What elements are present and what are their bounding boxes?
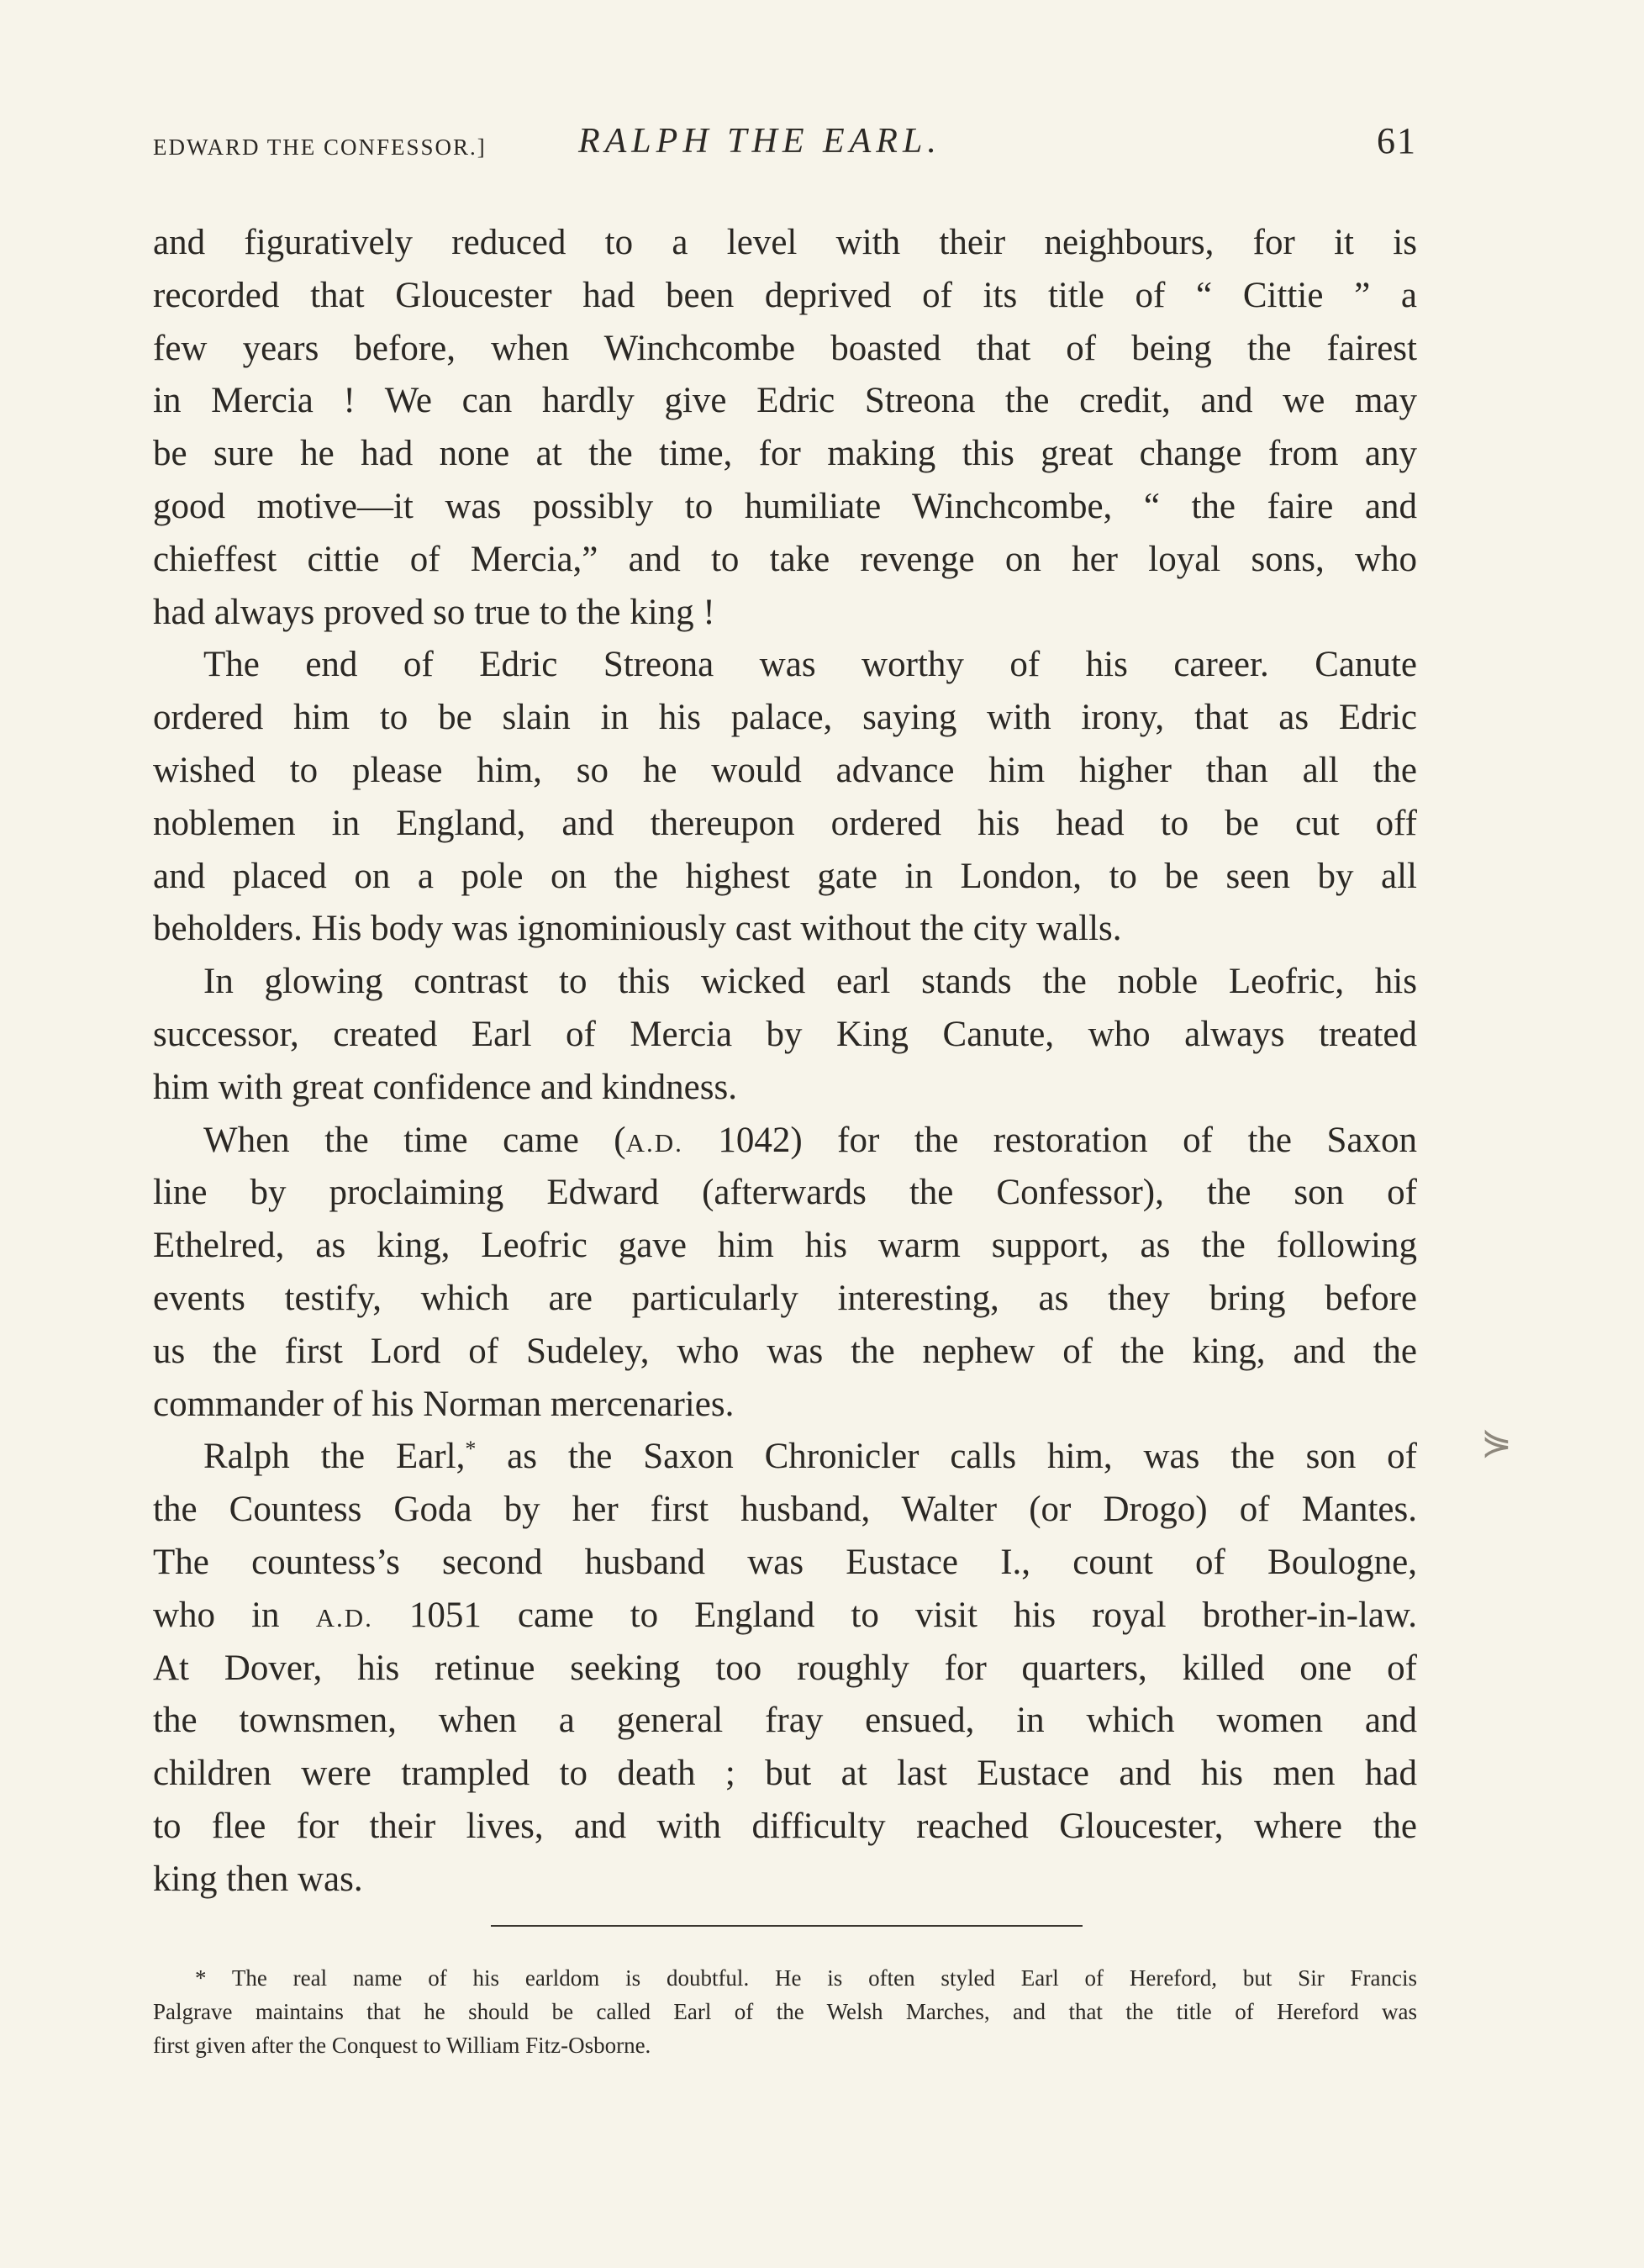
text-line: ordered him to be slain in his palace, saying with irony, that as Edric — [153, 698, 1417, 738]
text-fragment: who in — [153, 1595, 316, 1635]
running-head-chapter: EDWARD THE CONFESSOR.] — [153, 134, 487, 160]
text-line: line by proclaiming Edward (afterwards the Confessor), the son of — [153, 1173, 1417, 1213]
text-line: Ethelred, as king, Leofric gave him his warm support, as the following — [153, 1226, 1417, 1266]
footnote-line: * The real name of his earldom is doubtful. He is often styled Earl of Hereford, but Sir Francis — [195, 1965, 1417, 1991]
small-caps-date: A.D. — [315, 1602, 373, 1632]
body-text — [153, 217, 1417, 1907]
small-caps-date: A.D. — [625, 1127, 683, 1158]
text-line: in Mercia ! We can hardly give Edric Streona the credit, and we may — [153, 381, 1417, 421]
text-line: had always proved so true to the king ! — [153, 592, 715, 632]
text-line: recorded that Gloucester had been deprived of its title of “ Cittie ” a — [153, 275, 1417, 315]
text-line: In glowing contrast to this wicked earl stands the noble Leofric, his — [203, 962, 1417, 1002]
text-line: successor, created Earl of Mercia by King Canute, who always treated — [153, 1014, 1417, 1054]
text-line: chieffest cittie of Mercia,” and to take revenge on her loyal sons, who — [153, 539, 1417, 579]
text-line: The countess’s second husband was Eustace I., count of Boulogne, — [153, 1542, 1417, 1582]
text-line: to flee for their lives, and with difficulty reached Gloucester, where the — [153, 1806, 1417, 1846]
text-line: us the first Lord of Sudeley, who was the nephew of the king, and the — [153, 1331, 1417, 1371]
text-fragment: 1051 came to England to visit his royal brother-in-law. — [372, 1595, 1418, 1635]
text-line: and figuratively reduced to a level with their neighbours, for it is — [153, 223, 1417, 262]
footnote-rule — [491, 1925, 1083, 1927]
margin-pencil-mark: ⋟ — [1481, 1421, 1512, 1463]
footnote — [153, 1961, 1417, 2062]
text-fragment: as the Saxon Chronicler calls him, was the son of — [476, 1437, 1417, 1477]
footnote-line: Palgrave maintains that he should be called Earl of the Welsh Marches, and that the title of Hereford was — [153, 1999, 1417, 2024]
text-line: the townsmen, when a general fray ensued, in which women and — [153, 1701, 1417, 1741]
text-fragment: When the time came ( — [203, 1120, 626, 1160]
text-line: children were trampled to death ; but at last Eustace and his men had — [153, 1754, 1417, 1794]
page-number: 61 — [1377, 120, 1417, 161]
text-line: At Dover, his retinue seeking too roughly for quarters, killed one of — [153, 1648, 1417, 1688]
running-head-title: RALPH THE EARL. — [578, 122, 941, 161]
text-line-1042 — [153, 1115, 1417, 1168]
text-line: good motive—it was possibly to humiliate Winchcombe, “ the faire and — [153, 486, 1417, 526]
text-line: be sure he had none at the time, for making this great change from any — [153, 434, 1417, 474]
text-line: commander of his Norman mercenaries. — [153, 1384, 735, 1424]
footnote-line: first given after the Conquest to William Fitz-Osborne. — [153, 2033, 651, 2058]
text-line: wished to please him, so he would advance him higher than all the — [153, 750, 1417, 790]
text-line: events testify, which are particularly interesting, as they bring before — [153, 1278, 1417, 1318]
text-line: noblemen in England, and thereupon ordered his head to be cut off — [153, 803, 1417, 843]
text-fragment: Ralph the Earl, — [203, 1437, 466, 1477]
text-line: him with great confidence and kindness. — [153, 1067, 737, 1107]
running-head — [153, 119, 1417, 170]
text-fragment: 1042) for the restoration of the Saxon — [682, 1120, 1417, 1160]
footnote-reference[interactable]: * — [465, 1437, 477, 1462]
text-line-1051 — [153, 1590, 1417, 1643]
text-line: the Countess Goda by her first husband, Walter (or Drogo) of Mantes. — [153, 1490, 1417, 1530]
text-line: and placed on a pole on the highest gate in London, to be seen by all — [153, 856, 1417, 896]
text-line: beholders. His body was ignominiously cast without the city walls. — [153, 909, 1122, 949]
text-line: The end of Edric Streona was worthy of his career. Canute — [203, 645, 1417, 685]
text-line-ralph — [153, 1431, 1417, 1484]
text-line: few years before, when Winchcombe boasted that of being the fairest — [153, 328, 1417, 368]
text-line: king then was. — [153, 1859, 363, 1899]
